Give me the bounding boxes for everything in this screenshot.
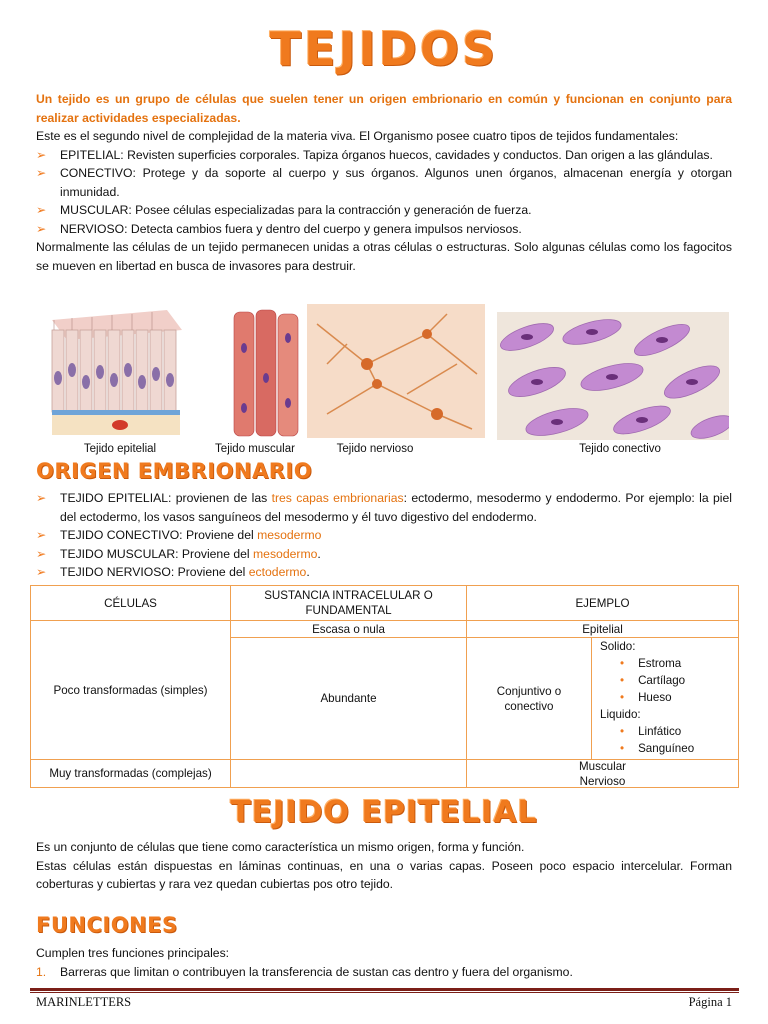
table-header-example: EJEMPLO [466,585,739,621]
origin-section-title: ORIGEN EMBRIONARIO [36,459,313,483]
list-item: 1. Barreras que limitan o contribuyen la transferencia de sustan cas dentro y fuera del organismo. [36,963,732,982]
footer-rule-thin [30,992,739,993]
list-item: • Sanguíneo [620,742,695,755]
tissue-type-list [36,146,732,239]
nerve-tissue-image [307,304,485,438]
example-muscular: Muscular [578,759,627,773]
solido-label: Solido: [600,640,636,653]
epithelial-section-title: TEJIDO EPITELIAL [230,795,538,830]
functions-section-title: FUNCIONES [36,913,178,937]
list-item: ➢ TEJIDO CONECTIVO: Proviene del mesodermo [36,526,732,545]
table-cell-conjuntivo: Conjuntivo o conectivo [466,637,592,760]
intro-section [36,90,732,275]
example-nervioso: Nervioso [579,774,626,788]
footer-rule [30,988,739,991]
table-cell-simple: Poco transformadas (simples) [30,620,231,760]
arrow-bullet-icon: ➢ [36,221,47,236]
page-title: TEJIDOS [269,22,499,76]
bullet-icon: • [620,725,625,738]
list-number: 1. [36,964,47,979]
list-item: • Estroma [620,657,682,670]
epithelial-tissue-image [42,300,187,440]
connective-types-list [600,638,694,757]
caption-muscular: Tejido muscular [215,443,295,455]
epithelial-section [36,838,732,894]
muscle-tissue-image [230,308,302,440]
epithelial-paragraph-2: Estas células están dispuestas en láminas continuas, en una o varias capas. Poseen poco espacio intercelular. Forman coberturas y cubiertas y rara vez quedan cubiertas pos otro tejido. [36,858,732,891]
arrow-bullet-icon: ➢ [36,528,47,542]
caption-epithelial: Tejido epitelial [83,443,157,455]
table-cell-escasa: Escasa o nula [230,620,467,638]
table-header-cells: CÉLULAS [30,585,231,621]
functions-intro: Cumplen tres funciones principales: [36,946,230,960]
footer-page-number: Página 1 [688,995,732,1009]
list-item: ➢ TEJIDO MUSCULAR: Proviene del mesodermo. [36,545,732,564]
bullet-icon: • [620,657,625,670]
table-cell-abundante: Abundante [230,637,467,760]
list-item: ➢ TEJIDO NERVIOSO: Proviene del ectodermo. [36,563,732,582]
list-item: • Hueso [620,691,672,704]
intro-definition: Un tejido es un grupo de células que suelen tener un origen embrionario en común y funcionan en conjunto para realizar actividades especializadas. [36,92,732,125]
arrow-bullet-icon: ➢ [36,166,47,180]
footer-brand: MARINLETTERS [36,995,132,1009]
arrow-bullet-icon: ➢ [36,491,47,505]
list-item: ➢ TEJIDO EPITELIAL: provienen de las tres capas embrionarias: ectodermo, mesodermo y endodermo. Por ejemplo: la piel del ectodermo, los vasos sanguíneos del mesodermo y él tuvo digestivo del endodermo. [36,491,732,524]
list-item: • Linfático [620,725,682,738]
bullet-icon: • [620,742,625,755]
origin-section [36,489,732,582]
normal-text: Normalmente las células de un tejido permanecen unidas a otras células o estructuras. Solo algunas células como los fagocitos se mueven en libertad en busca de invasores para destruir. [36,240,732,273]
caption-conectivo: Tejido conectivo [579,443,661,455]
table-cell-empty [230,759,467,788]
table-cell-complex-examples [466,759,739,788]
cell-classification-table [30,585,739,788]
list-item: ➢ NERVIOSO: Detecta cambios fuera y dentro del cuerpo y genera impulsos nerviosos. [36,220,732,239]
list-item: ➢ EPITELIAL: Revisten superficies corporales. Tapiza órganos huecos, cavidades y conductos. Dan origen a las glándulas. [36,146,732,165]
origin-list [36,489,732,582]
arrow-bullet-icon: ➢ [36,565,47,579]
list-item: • Cartílago [620,674,686,687]
intro-text: Este es el segundo nivel de complejidad de la materia viva. El Organismo posee cuatro tipos de tejidos fundamentales: [36,129,679,143]
functions-section [36,944,732,981]
arrow-bullet-icon: ➢ [36,203,47,217]
caption-nervioso: Tejido nervioso [336,443,414,455]
arrow-bullet-icon: ➢ [36,147,47,162]
table-header-substance: SUSTANCIA INTRACELULAR O FUNDAMENTAL [230,585,467,621]
list-item: ➢ CONECTIVO: Protege y da soporte al cuerpo y sus órganos. Algunos unen órganos, almacenan energía y otorgan inmunidad. [36,166,732,199]
liquido-label: Liquido: [600,708,641,721]
bullet-icon: • [620,691,625,704]
bullet-icon: • [620,674,625,687]
table-cell-complex: Muy transformadas (complejas) [30,759,231,788]
list-item: ➢ MUSCULAR: Posee células especializadas para la contracción y generación de fuerza. [36,201,732,220]
connective-tissue-image [497,312,729,440]
epithelial-paragraph-1: Es un conjunto de células que tiene como característica un mismo origen, forma y función. [36,840,525,854]
arrow-bullet-icon: ➢ [36,546,47,561]
table-cell-epitelial: Epitelial [466,620,739,638]
